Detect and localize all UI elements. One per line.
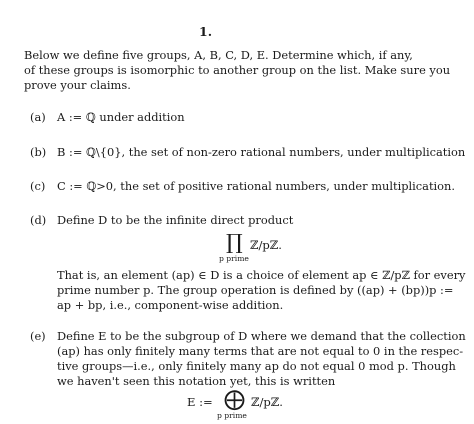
part-c-text: C := ℚ>0, the set of positive rational numbers, under multiplication. [57, 179, 455, 193]
sum-lhs: E := [187, 395, 213, 409]
product-subscript: p prime [219, 254, 249, 263]
part-d-label: (d) [30, 213, 47, 227]
part-e-line-1: Define E to be the subgroup of D where we demand that the collection [57, 329, 466, 343]
product-operator: ∏ [226, 230, 243, 254]
sum-subscript: p prime [217, 411, 247, 420]
intro-line-3: prove your claims. [24, 78, 131, 92]
part-d-text: Define D to be the infinite direct product [57, 213, 294, 227]
intro-line-2: of these groups is isomorphic to another group on the list. Make sure you [24, 63, 451, 77]
part-b-text: B := ℚ\{0}, the set of non-zero rational numbers, under multiplication [57, 145, 466, 159]
sum-expression: ℤ/pℤ. [251, 395, 283, 409]
direct-sum-operator: ⨁ [224, 387, 245, 411]
problem-number: 1. [199, 24, 213, 39]
part-e-line-3: tive groups—i.e., only finitely many ap do not equal 0 mod p. Though [57, 359, 456, 373]
part-d-after-1: That is, an element (ap) ∈ D is a choice of element ap ∈ ℤ/pℤ for every [57, 268, 466, 282]
part-e-label: (e) [30, 329, 46, 343]
part-d-after-3: ap + bp, i.e., component-wise addition. [57, 298, 284, 312]
intro-line-1: Below we define five groups, A, B, C, D, E. Determine which, if any, [24, 48, 413, 62]
part-c-label: (c) [30, 179, 46, 193]
part-a-text: A := ℚ under addition [57, 110, 185, 124]
part-e-line-4: we haven't seen this notation yet, this is written [57, 374, 336, 388]
part-d-after-2: prime number p. The group operation is defined by ((ap) + (bp))p := [57, 283, 454, 297]
part-b-label: (b) [30, 145, 47, 159]
part-e-line-2: (ap) has only finitely many terms that are not equal to 0 in the respec- [57, 344, 464, 358]
part-a-label: (a) [30, 110, 46, 124]
product-expression: ℤ/pℤ. [250, 238, 282, 252]
